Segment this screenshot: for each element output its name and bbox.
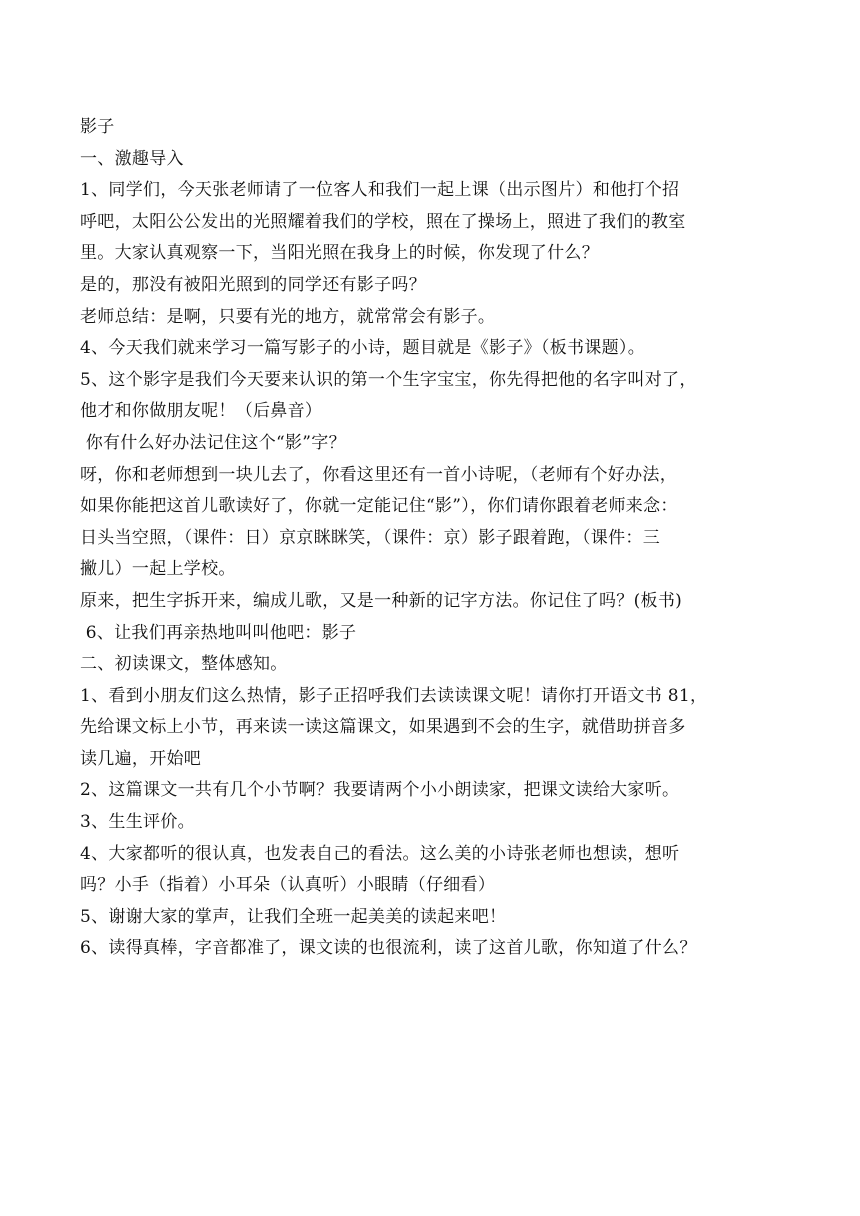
text-line: 2、这篇课文一共有几个小节啊？我要请两个小小朗读家，把课文读给大家听。	[80, 780, 680, 801]
text-line: 如果你能把这首儿歌读好了，你就一定能记住“影”），你们请你跟着老师来念：	[80, 496, 678, 517]
text-line: 呼吧，太阳公公发出的光照耀着我们的学校，照在了操场上，照进了我们的教室	[80, 211, 686, 232]
text-line: 6、读得真棒，字音都准了，课文读的也很流利，读了这首儿歌，你知道了什么？	[80, 938, 697, 959]
text-line: 撇儿）一起上学校。	[80, 559, 236, 580]
text-line: 呀，你和老师想到一块儿去了，你看这里还有一首小诗呢，（老师有个好办法，	[80, 464, 677, 485]
text-line: 原来，把生字拆开来，编成儿歌，又是一种新的记字方法。你记住了吗？(板书)	[80, 590, 683, 611]
document-body	[80, 112, 790, 965]
text-line: 5、这个影字是我们今天要来认识的第一个生字宝宝，你先得把他的名字叫对了，	[80, 369, 697, 390]
text-line: 4、今天我们就来学习一篇写影子的小诗，题目就是《影子》（板书课题）。	[80, 338, 646, 359]
text-line: 你有什么好办法记住这个“影”字？	[80, 432, 346, 453]
text-line: 6、让我们再亲热地叫叫他吧：影子	[80, 622, 357, 643]
text-line: 4、大家都听的很认真，也发表自己的看法。这么美的小诗张老师也想读，想听	[80, 843, 680, 864]
text-line: 1、同学们，今天张老师请了一位客人和我们一起上课（出示图片）和他打个招	[80, 180, 680, 201]
text-line: 日头当空照，（课件：日）京京眯眯笑，（课件：京）影子跟着跑，（课件：三	[80, 527, 660, 548]
text-line: 先给课文标上小节，再来读一读这篇课文，如果遇到不会的生字，就借助拼音多	[80, 717, 686, 738]
text-line: 老师总结：是啊，只要有光的地方，就常常会有影子。	[80, 306, 496, 327]
section-heading: 二、初读课文，整体感知。	[80, 654, 288, 675]
text-line: 他才和你做朋友呢！（后鼻音）	[80, 401, 323, 422]
text-line: 5、谢谢大家的掌声，让我们全班一起美美的读起来吧！	[80, 906, 507, 927]
section-heading: 一、激趣导入	[80, 148, 184, 169]
text-line: 是的，那没有被阳光照到的同学还有影子吗？	[80, 274, 426, 295]
text-line: 3、生生评价。	[80, 812, 195, 833]
text-line: 1、看到小朋友们这么热情，影子正招呼我们去读读课文呢！请你打开语文书 81，	[80, 685, 708, 706]
document-title: 影子	[80, 117, 115, 137]
text-line: 吗？小手（指着）小耳朵（认真听）小眼睛（仔细看）	[80, 875, 496, 896]
text-line: 读几遍，开始吧	[80, 748, 202, 769]
text-line: 里。大家认真观察一下，当阳光照在我身上的时候，你发现了什么？	[80, 243, 599, 264]
